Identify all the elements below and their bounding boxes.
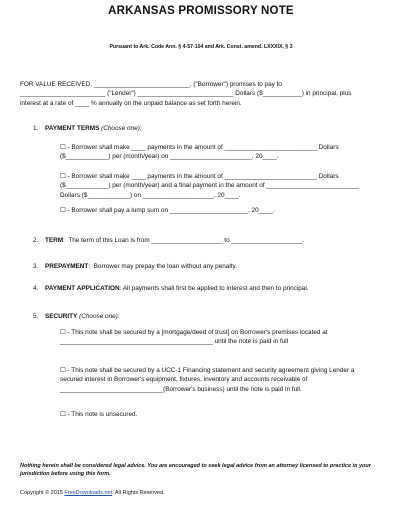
page-title: ARKANSAS PROMISSORY NOTE [108, 5, 294, 17]
legal-disclaimer: Nothing herein shall be considered legal advice. You are encouraged to seek legal advice from an attorney licensed to practice in your jurisdiction before using this form. [20, 463, 371, 477]
section-heading: TERM [45, 237, 64, 244]
section-prepayment [45, 262, 365, 271]
section-heading: PREPAYMENT [45, 263, 89, 270]
section-instruction: (Choose one): [77, 313, 120, 320]
section-security [45, 312, 365, 321]
section-text: : The term of this Loan is from ____________________ to ____________________. [63, 237, 305, 244]
payment-option-installments-final[interactable]: ☐ - Borrower shall make ____ payments in the amount of __________________________ Dollars ($____________) per (month/year) and a final payment in the amount of __________________________ Dollars ($____________) on ____________________, 20____. [60, 173, 361, 199]
section-number: 3. [33, 263, 39, 270]
section-number: 2. [33, 237, 39, 244]
copyright-line [20, 490, 165, 496]
intro-paragraph: FOR VALUE RECEIVED, ___________________________, ("Borrower") promises to pay to ________________________ ("Lender") ___________________________ Dollars ($___________) in principal, plus interest at a rate of ____ % annually on the unpaid balance as set forth herein. [20, 81, 354, 107]
section-heading: PAYMENT APPLICATION [45, 285, 120, 292]
section-number: 1. [33, 125, 39, 132]
section-text: : All payments shall first be applied to interest and then to principal. [119, 285, 309, 292]
section-heading: PAYMENT TERMS [45, 125, 100, 132]
payment-option-lump-sum[interactable]: ☐ - Borrower shall pay a lump sum on ______________________, 20____. [60, 207, 275, 214]
section-term [45, 236, 365, 245]
statute-citation: Pursuant to Ark. Code Ann. § 4-57-104 and Ark. Const. amend. LXXXIX, § 3 [109, 44, 293, 50]
copyright-prefix: Copyright © 2015 [20, 490, 65, 496]
section-text: : Borrower may prepay the loan without any penalty. [88, 263, 238, 270]
copyright-suffix: . All Rights Reserved. [112, 490, 165, 496]
payment-option-installments[interactable]: ☐ - Borrower shall make ____ payments in the amount of __________________________ Dollars ($____________) per (month/year) on _______________________, 20____. [60, 144, 341, 161]
section-number: 5. [33, 313, 39, 320]
section-instruction: (Choose one): [99, 125, 142, 132]
security-option-unsecured[interactable]: ☐ - This note is unsecured. [60, 411, 138, 418]
section-payment-terms [45, 124, 365, 133]
security-option-mortgage[interactable]: ☐ - This note shall be secured by a [mortgage/deed of trust] on Borrower's premises located at ___________________________________________ until the note is paid in full [60, 329, 330, 346]
section-payment-application [45, 284, 365, 293]
site-link[interactable]: FreeDownloads.net [64, 490, 113, 496]
security-option-ucc1[interactable]: ☐ - This note shall be secured by a UCC-1 Financing statement and security agreement giving Lender a secured interest in Borrower's equipment, fixtures, inventory and accounts receivable of _____________________________(Borrower's business) until the note is paid in full. [60, 367, 357, 393]
section-heading: SECURITY [45, 313, 78, 320]
section-number: 4. [33, 285, 39, 292]
